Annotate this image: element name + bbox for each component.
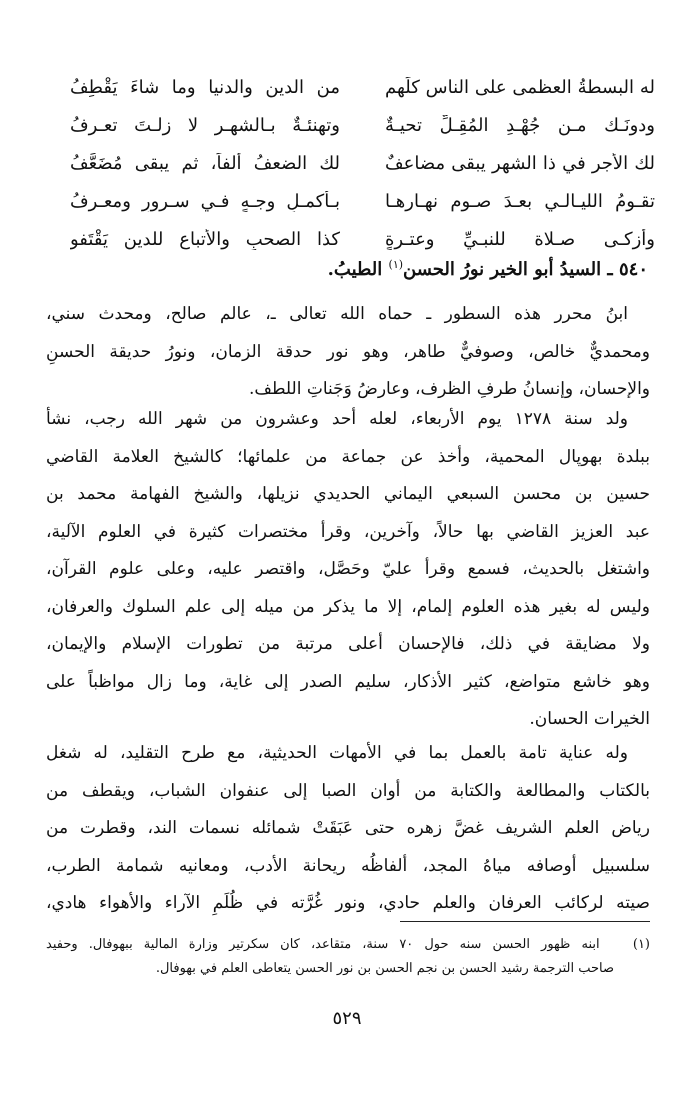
text-line: صيته لركائب العرفان والعلم حادي، ونور غُرَّته في ظُلَمِ الآراء والأهواء هادي، [46, 893, 650, 913]
text-line: وليس له بغير هذه العلوم إلمام، إلا ما يذكر من ميله إلى علم السلوك والعرفان، [46, 596, 650, 617]
text-line: ولد سنة ١٢٧٨ يوم الأربعاء، لعله أحد وعشرون من شهر الله رجب، نشأ [46, 409, 629, 429]
text-line: سلسبيل أوصافه مياهُ المجد، ألفاظُه ريحانة الأدب، ومعانيه شمامة الطرب، [46, 855, 650, 876]
footnote-line [46, 933, 650, 957]
text-line: الخيرات الحسان. [529, 709, 650, 729]
footnote-divider [400, 921, 650, 922]
text-line: ومحمديٌّ خالص، وصوفيٌّ طاهر، وهو نور حدقة الزمان، ونورُ حديقة الحسنِ [46, 341, 650, 362]
poem-hemistich-left: من الدين والدنيا وما شاءَ يَقْطِفُ [70, 76, 340, 98]
poem-verse [70, 106, 655, 144]
text-line: بالكتاب والمطالعة والكتابة من أوان الصبا إلى عنفوان الشباب، ويقطف من [46, 780, 650, 801]
text-line: رياض العلم الشريف غضَّ زهره حتى عَبَقَتْ شمائله نسمات الند، وقطرت من [46, 818, 650, 838]
text-line: واشتغل بالحديث، فسمع وقرأ عليّ وحَصَّل، واقتصر عليه، وعلى علوم القرآن، [46, 559, 650, 579]
page-number: ٥٢٩ [332, 1008, 362, 1029]
entry-heading [48, 258, 648, 280]
footnote-line: صاحب الترجمة رشيد الحسن بن نجم الحسن بن نور الحسن يتعاطى العلم في بهوفال. [155, 961, 614, 976]
text-line: والإحسان، وإنسانُ طرفِ الظرف، وعارضُ وَجَناتِ اللطف. [248, 379, 650, 399]
footnote-text: ابنه ظهور الحسن سنه حول ٧٠ سنة، متقاعد، كان سكرتير وزارة المالية ببهوفال. وحفيد [46, 937, 600, 952]
paragraph [46, 401, 650, 739]
text-line: وهو خاشع متواضع، كثير الأذكار، سليم الصدر إلى غاية، وما زال مواظباً على [46, 671, 650, 692]
footnote-number: (١) [632, 937, 650, 952]
text-line: ولا مضايقة في ذلك، فالإحسان أعلى مرتبة من تطورات الإسلام والإيمان، [46, 634, 650, 654]
paragraph [46, 735, 650, 923]
poem-hemistich-left: لك الضعفُ ألفاً، ثم يبقى مُضَعَّفُ [70, 152, 340, 174]
text-line: حسين بن محسن السبعي اليماني الحديدي نزيلها، والشيخ الفهامة محمد بن [46, 484, 650, 504]
poem-verse [70, 144, 655, 182]
poem-hemistich-left: بـأكمـلِ وجـهٍ فـي سـرورٍ ومعـرفُ [70, 190, 340, 212]
poem-hemistich-right: لك الأجر في ذا الشهر يبقى مضاعفٌ [385, 152, 655, 174]
paragraph [46, 296, 650, 409]
poem-hemistich-right: له البسطةُ العظمى على الناس كلِّهم [385, 76, 655, 98]
footnote-reference: (١) [388, 258, 404, 271]
poem-hemistich-left: كذا الصحبِ والأتباعِ للدينِ يَقْتَفو [70, 228, 340, 250]
footnote [46, 933, 650, 981]
entry-heading-title: ٥٤٠ ـ السيدُ أبو الخير نورُ الحسن [403, 259, 648, 280]
poem-verse [70, 220, 655, 258]
text-line: عبد العزيز القاضي بها حالاً، وآخرين، وقرأ مختصرات كثيرة في العلوم الآلية، [46, 521, 650, 542]
entry-heading-suffix: الطيبُ. [327, 259, 389, 280]
poem-hemistich-right: تقـومُ الليـالـي بعـدَ صـوم نهـارهـا [385, 190, 655, 212]
text-line: وله عناية تامة بالعمل بما في الأمهات الحديثية، مع طرح التقليد، له شغل [46, 743, 628, 763]
poem-verse [70, 68, 655, 106]
poem-verse [70, 182, 655, 220]
text-line: ابنُ محرر هذه السطور ـ حماه الله تعالى ـ، عالم صالح، ومحدث سني، [46, 304, 628, 324]
poem-block [70, 68, 655, 258]
poem-hemistich-left: وتهنئـةٌ بـالشهـر لا زلـتَ تعـرفُ [70, 114, 340, 136]
poem-hemistich-right: وأزكـى صـلاة للنبـيِّ وعتـرةٍ [385, 228, 655, 250]
text-line: ببلدة بهوپال المحمية، وأخذ عن جماعة من علمائها؛ كالشيخ العلامة القاضي [46, 446, 650, 467]
poem-hemistich-right: ودونَـك مـن جُهْـدِ المُقِـلِّ تحيـةٌ [385, 114, 655, 136]
